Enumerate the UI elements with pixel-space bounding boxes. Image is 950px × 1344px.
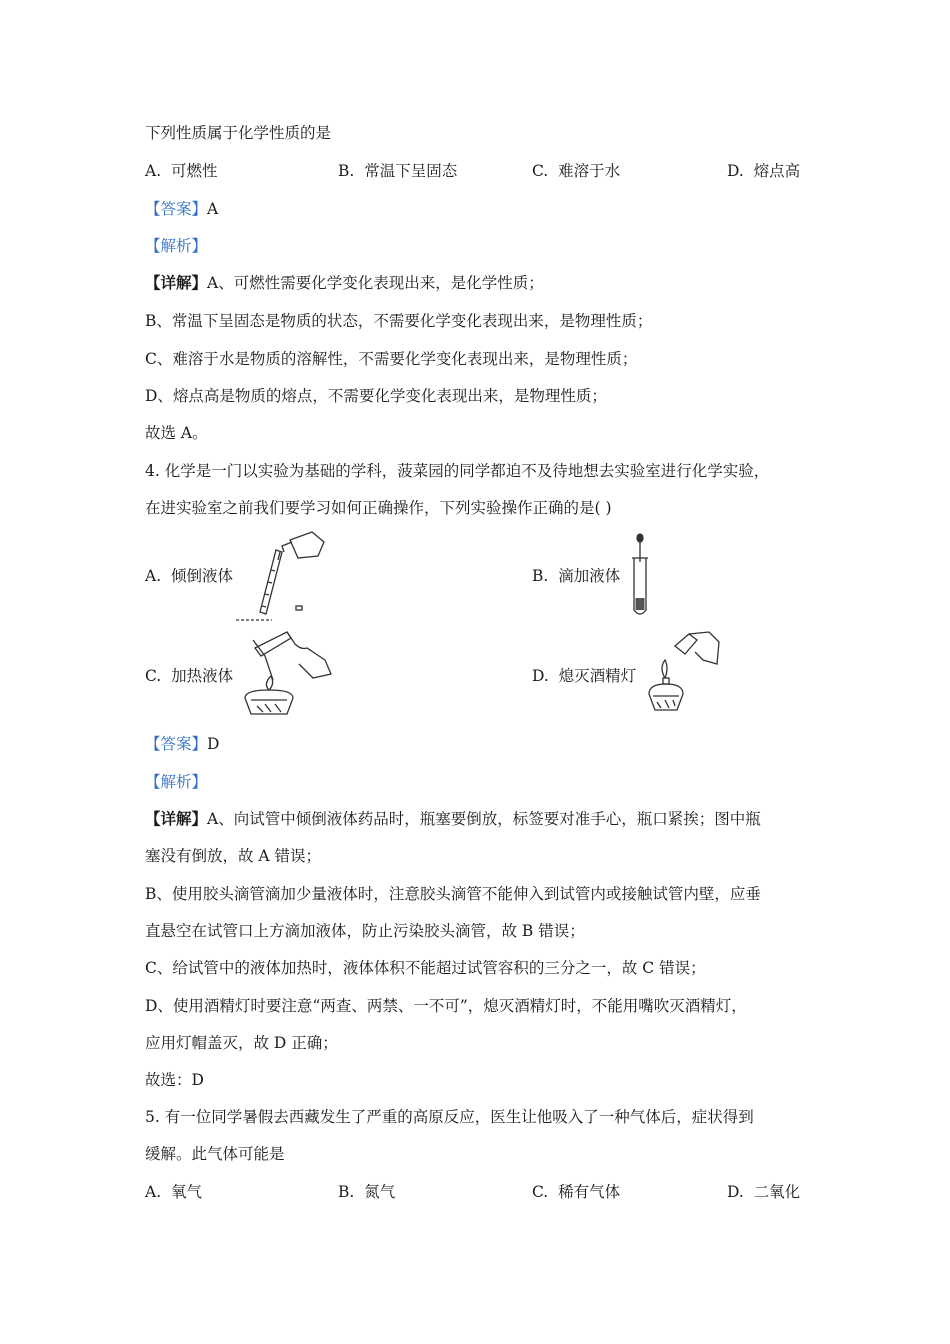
q3-stem: 下列性质属于化学性质的是: [145, 124, 332, 142]
analysis-tag: 【解析】: [145, 237, 208, 255]
pouring-liquid-figure: [232, 530, 332, 625]
q3-analysis: [145, 235, 207, 257]
q4-detail-line: D、使用酒精灯时要注意“两查、两禁、一不可”，熄灭酒精灯时，不能用嘴吹灭酒精灯，: [145, 997, 747, 1015]
extinguish-lamp-figure: [645, 630, 725, 720]
q4-detail-line: 直悬空在试管口上方滴加液体，防止污染胶头滴管，故 B 错误；: [145, 922, 585, 940]
answer-tag: 【答案】: [145, 735, 208, 753]
answer-value: D: [207, 735, 220, 753]
answer-tag: 【答案】: [145, 200, 208, 218]
q4-answer: [145, 733, 219, 755]
answer-value: A: [207, 200, 219, 218]
q4-detail-line: 塞没有倒放，故 A 错误；: [145, 847, 322, 865]
q4-option-d[interactable]: D. 熄灭酒精灯: [532, 667, 637, 685]
q3-detail-line: B、常温下呈固态是物质的状态，不需要化学变化表现出来，是物理性质；: [145, 312, 653, 330]
q3-detail-line: C、难溶于水是物质的溶解性，不需要化学变化表现出来，是物理性质；: [145, 350, 638, 368]
q5-stem-line1: 5. 有一位同学暑假去西藏发生了严重的高原反应，医生让他吸入了一种气体后，症状得到: [145, 1108, 754, 1126]
dropper-figure: [622, 530, 662, 620]
q4-stem-line1: 4. 化学是一门以实验为基础的学科，菠菜园的同学都迫不及待地想去实验室进行化学实验，: [145, 462, 770, 480]
q5-option-d[interactable]: D. 二氧化: [727, 1183, 801, 1201]
q4-detail-line: B、使用胶头滴管滴加少量液体时，注意胶头滴管不能伸入到试管内或接触试管内壁，应垂: [145, 885, 761, 903]
q5-stem-line2: 缓解。此气体可能是: [145, 1145, 285, 1163]
q3-option-d[interactable]: D. 熔点高: [727, 162, 801, 180]
q4-option-b[interactable]: B. 滴加液体: [532, 567, 621, 585]
q4-detail-line: 【详解】A、向试管中倾倒液体药品时，瓶塞要倒放，标签要对准手心，瓶口紧挨；图中瓶: [145, 809, 761, 828]
q4-detail-line: 应用灯帽盖灭，故 D 正确；: [145, 1034, 338, 1052]
detail-tag: 【详解】: [145, 809, 208, 828]
q3-option-c[interactable]: C. 难溶于水: [532, 162, 621, 180]
q3-conclusion: 故选 A。: [145, 424, 208, 442]
q4-stem-line2: 在进实验室之前我们要学习如何正确操作，下列实验操作正确的是( ): [145, 499, 612, 517]
q5-option-c[interactable]: C. 稀有气体: [532, 1183, 621, 1201]
q4-conclusion: 故选：D: [145, 1071, 204, 1089]
detail-tag: 【详解】: [145, 273, 208, 292]
q5-option-a[interactable]: A. 氧气: [145, 1183, 202, 1201]
q3-detail-line: 【详解】A、可燃性需要化学变化表现出来，是化学性质；: [145, 273, 544, 292]
q5-option-b[interactable]: B. 氮气: [338, 1183, 396, 1201]
q4-detail-line: C、给试管中的液体加热时，液体体积不能超过试管容积的三分之一，故 C 错误；: [145, 959, 706, 977]
q4-option-a[interactable]: A. 倾倒液体: [145, 567, 233, 585]
q3-answer: [145, 198, 218, 220]
analysis-tag: 【解析】: [145, 773, 208, 791]
q3-option-a[interactable]: A. 可燃性: [145, 162, 218, 180]
q4-analysis: [145, 771, 207, 793]
q3-detail-line: D、熔点高是物质的熔点，不需要化学变化表现出来，是物理性质；: [145, 387, 607, 405]
q3-option-b[interactable]: B. 常温下呈固态: [338, 162, 458, 180]
q4-option-c[interactable]: C. 加热液体: [145, 667, 234, 685]
heating-liquid-figure: [235, 630, 335, 720]
